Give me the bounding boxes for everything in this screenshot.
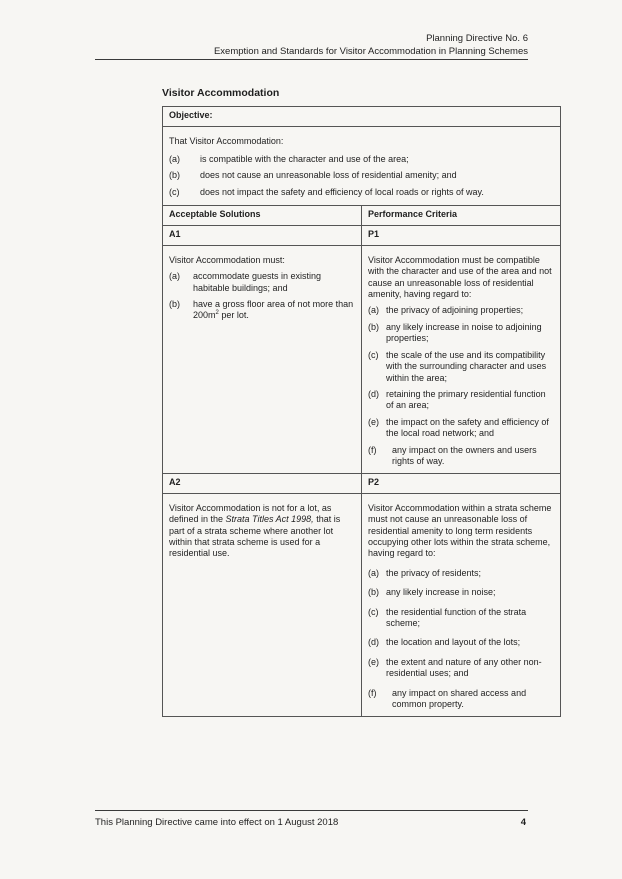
p2-item-text: the location and layout of the lots;	[386, 637, 521, 648]
p2-item-text: any impact on shared access and common property.	[392, 687, 527, 710]
p1-item-text: the scale of the use and its compatibility with the surrounding character and uses within the area;	[386, 349, 547, 383]
p2-item-label: (c)	[368, 606, 379, 617]
p1-intro: Visitor Accommodation must be compatible with the character and use of the area and not cause an unreasonable loss of residential amenity, having regard to:	[368, 254, 552, 300]
a1-item	[169, 299, 355, 322]
page-header	[214, 32, 528, 58]
a1-cell	[163, 226, 362, 474]
a1-item-text: accommodate guests in existing habitable buildings; and	[193, 271, 322, 293]
objective-item	[169, 154, 554, 165]
a1-item-text-pre: have a gross floor area of not more than 200m	[193, 299, 354, 321]
a1-item-text-post: per lot.	[218, 310, 249, 321]
a2-cell	[163, 474, 362, 717]
p2-cell	[362, 474, 561, 717]
p1-cell	[362, 226, 561, 474]
p1-item	[368, 322, 554, 345]
p2-item	[368, 568, 554, 579]
p1-item-label: (d)	[368, 388, 379, 399]
p2-item	[368, 587, 554, 598]
p1-item	[368, 350, 554, 384]
p1-item-label: (e)	[368, 416, 379, 427]
p2-item-label: (f)	[368, 687, 377, 698]
objective-item-text: does not impact the safety and efficiency of local roads or rights of way.	[200, 186, 484, 197]
p1-item	[368, 445, 554, 468]
objective-item-label: (a)	[169, 153, 180, 164]
a2-code: A2	[163, 474, 361, 493]
a1-item-label: (b)	[169, 299, 180, 310]
objective-cell	[163, 107, 561, 206]
p1-item-label: (b)	[368, 321, 379, 332]
p1-code: P1	[362, 226, 560, 245]
page-number: 4	[520, 817, 526, 828]
p2-item-text: the extent and nature of any other non-residential uses; and	[386, 656, 542, 679]
p2-item-label: (a)	[368, 567, 379, 578]
footer-effective-date: This Planning Directive came into effect on 1 August 2018	[95, 817, 339, 828]
p1-item	[368, 305, 554, 316]
p2-item-text: the residential function of the strata scheme;	[386, 606, 527, 628]
objective-intro: That Visitor Accommodation:	[169, 136, 284, 147]
standards-table	[162, 106, 561, 717]
column-header-left-label: Acceptable Solutions	[169, 209, 261, 220]
column-header-right-label: Performance Criteria	[368, 209, 458, 220]
p1-item-label: (c)	[368, 349, 379, 360]
objective-item	[169, 187, 554, 198]
p1-item	[368, 417, 554, 440]
superscript: 2	[215, 310, 219, 317]
header-directive-number: Planning Directive No. 6	[426, 33, 528, 44]
p1-item-label: (a)	[368, 305, 379, 316]
a1-item-label: (a)	[169, 271, 180, 282]
a2-text-pre: Visitor Accommodation is not for a lot, as defined in the	[169, 502, 332, 525]
p2-item-text: the privacy of residents;	[386, 567, 482, 578]
objective-item-label: (b)	[169, 170, 180, 181]
a2-act-title: Strata Titles Act 1998,	[225, 514, 314, 525]
p1-item-text: any likely increase in noise to adjoining properties;	[386, 321, 542, 344]
column-header-acceptable-solutions	[163, 206, 362, 226]
p2-item	[368, 637, 554, 648]
p2-item-label: (d)	[368, 637, 379, 648]
p1-item-text: any impact on the owners and users rights of way.	[392, 444, 537, 466]
a1-code: A1	[163, 226, 361, 245]
p2-code: P2	[362, 474, 560, 493]
p1-item	[368, 389, 554, 412]
objective-heading: Objective:	[163, 107, 560, 127]
a2-text-post: that is part of a strata scheme where another lot within that strata scheme is used for a residential use.	[169, 514, 341, 559]
p1-item-label: (f)	[368, 444, 377, 455]
p2-item-label: (e)	[368, 656, 379, 667]
a1-item-text	[193, 299, 355, 322]
p2-item-text: any likely increase in noise;	[386, 587, 496, 598]
header-directive-title: Exemption and Standards for Visitor Accommodation in Planning Schemes	[213, 46, 528, 57]
p1-item-text: the impact on the safety and efficiency of the local road network; and	[386, 416, 549, 439]
a1-item	[169, 271, 355, 294]
footer-divider	[95, 810, 528, 811]
objective-item-text: does not cause an unreasonable loss of residential amenity; and	[200, 170, 457, 181]
a1-intro: Visitor Accommodation must:	[169, 254, 285, 265]
section-title: Visitor Accommodation	[162, 87, 280, 99]
p2-item	[368, 688, 554, 711]
p2-item-label: (b)	[368, 587, 379, 598]
objective-item-label: (c)	[169, 186, 180, 197]
objective-item-text: is compatible with the character and use of the area;	[200, 153, 409, 164]
p2-item	[368, 657, 554, 680]
p2-intro: Visitor Accommodation within a strata scheme must not cause an unreasonable loss of residential amenity to long term residents occupying other lots within the strata scheme, having regard to:	[368, 502, 552, 559]
a2-text	[169, 503, 355, 560]
objective-item	[169, 170, 554, 181]
p1-item-text: the privacy of adjoining properties;	[386, 305, 524, 316]
p2-item	[368, 607, 554, 630]
column-header-performance-criteria	[362, 206, 561, 226]
p1-item-text: retaining the primary residential function of an area;	[386, 388, 546, 411]
header-divider	[95, 59, 528, 60]
